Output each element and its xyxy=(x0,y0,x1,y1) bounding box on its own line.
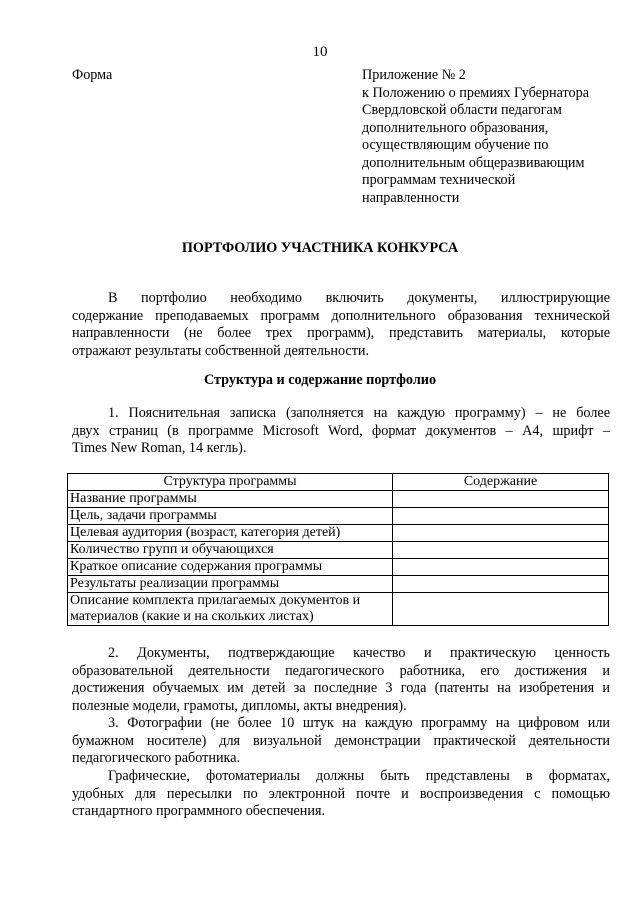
appendix-line: Приложение № 2 xyxy=(362,67,466,83)
table-cell: Результаты реализации программы xyxy=(68,576,393,593)
table-cell xyxy=(393,508,609,525)
table-row xyxy=(68,491,609,508)
table-header-row xyxy=(68,474,609,491)
item3-paragraph xyxy=(72,715,610,768)
appendix-block xyxy=(362,67,622,207)
table-cell: Целевая аудитория (возраст, категория детей) xyxy=(68,525,393,542)
table-cell xyxy=(393,559,609,576)
page-number: 10 xyxy=(312,44,328,60)
item1-line: двух страниц (в программе Microsoft Word, формат документов – А4, шрифт – xyxy=(72,422,610,439)
intro-line: В портфолио необходимо включить документы, иллюстрирующие xyxy=(108,290,610,306)
appendix-line: осуществляющим обучение по xyxy=(362,137,549,153)
table-cell: Название программы xyxy=(68,491,393,508)
item1-line: Times New Roman, 14 кегль). xyxy=(72,440,247,456)
item1-paragraph xyxy=(72,405,610,458)
item2-line: 2. Документы, подтверждающие качество и практическую ценность xyxy=(108,645,610,661)
item2-paragraph xyxy=(72,645,610,715)
final-line: удобных для пересылки по электронной почте и воспроизведения с помощью xyxy=(72,785,610,802)
final-paragraph xyxy=(72,768,610,821)
appendix-line: программам технической xyxy=(362,172,516,188)
table-cell: Цель, задачи программы xyxy=(68,508,393,525)
table-header: Содержание xyxy=(393,474,609,491)
program-structure-table xyxy=(67,473,609,626)
table-row xyxy=(68,559,609,576)
item3-line: педагогического работника. xyxy=(72,750,241,766)
page-title: ПОРТФОЛИО УЧАСТНИКА КОНКУРСА xyxy=(181,240,459,256)
table-cell xyxy=(393,593,609,626)
final-line: стандартного программного обеспечения. xyxy=(72,803,326,819)
intro-line: содержание преподаваемых программ дополнительного образования технической xyxy=(72,307,610,324)
item3-line: 3. Фотографии (не более 10 штук на каждую программу на цифровом или xyxy=(108,715,610,731)
item2-line: полезные модели, грамоты, дипломы, акты внедрения). xyxy=(72,697,407,714)
form-label: Форма xyxy=(72,67,113,83)
appendix-line: дополнительного образования, xyxy=(362,119,549,136)
intro-paragraph xyxy=(72,290,610,360)
table-row xyxy=(68,593,609,626)
appendix-line: Свердловской области педагогам xyxy=(362,102,562,118)
table-cell xyxy=(393,576,609,593)
appendix-line: дополнительным общеразвивающим xyxy=(362,154,585,171)
table-row xyxy=(68,542,609,559)
intro-line: отражают результаты собственной деятельности. xyxy=(72,342,370,359)
item3-line: бумажном носителе) для визуальной демонстрации практической деятельности xyxy=(72,732,610,749)
item2-line: образовательной деятельности педагогического работника, его достижения и xyxy=(72,662,610,679)
table-cell xyxy=(393,491,609,508)
section-subtitle: Структура и содержание портфолио xyxy=(203,372,437,388)
item2-line: достижения обучаемых им детей за последние 3 года (патенты на изобретения и xyxy=(72,680,610,696)
table-row xyxy=(68,525,609,542)
table-cell xyxy=(393,542,609,559)
appendix-line: направленности xyxy=(362,189,460,206)
table-cell xyxy=(393,525,609,542)
intro-line: направленности (не более трех программ), представить материалы, которые xyxy=(72,325,610,341)
table-cell: Описание комплекта прилагаемых документов и материалов (какие и на скольких листах) xyxy=(68,593,393,626)
table-cell: Краткое описание содержания программы xyxy=(68,559,393,576)
table-row xyxy=(68,508,609,525)
table-cell: Количество групп и обучающихся xyxy=(68,542,393,559)
item1-line: 1. Пояснительная записка (заполняется на каждую программу) – не более xyxy=(108,405,610,421)
appendix-line: к Положению о премиях Губернатора xyxy=(362,84,590,101)
table-row xyxy=(68,576,609,593)
table-header: Структура программы xyxy=(68,474,393,491)
final-line: Графические, фотоматериалы должны быть представлены в форматах, xyxy=(108,768,610,784)
